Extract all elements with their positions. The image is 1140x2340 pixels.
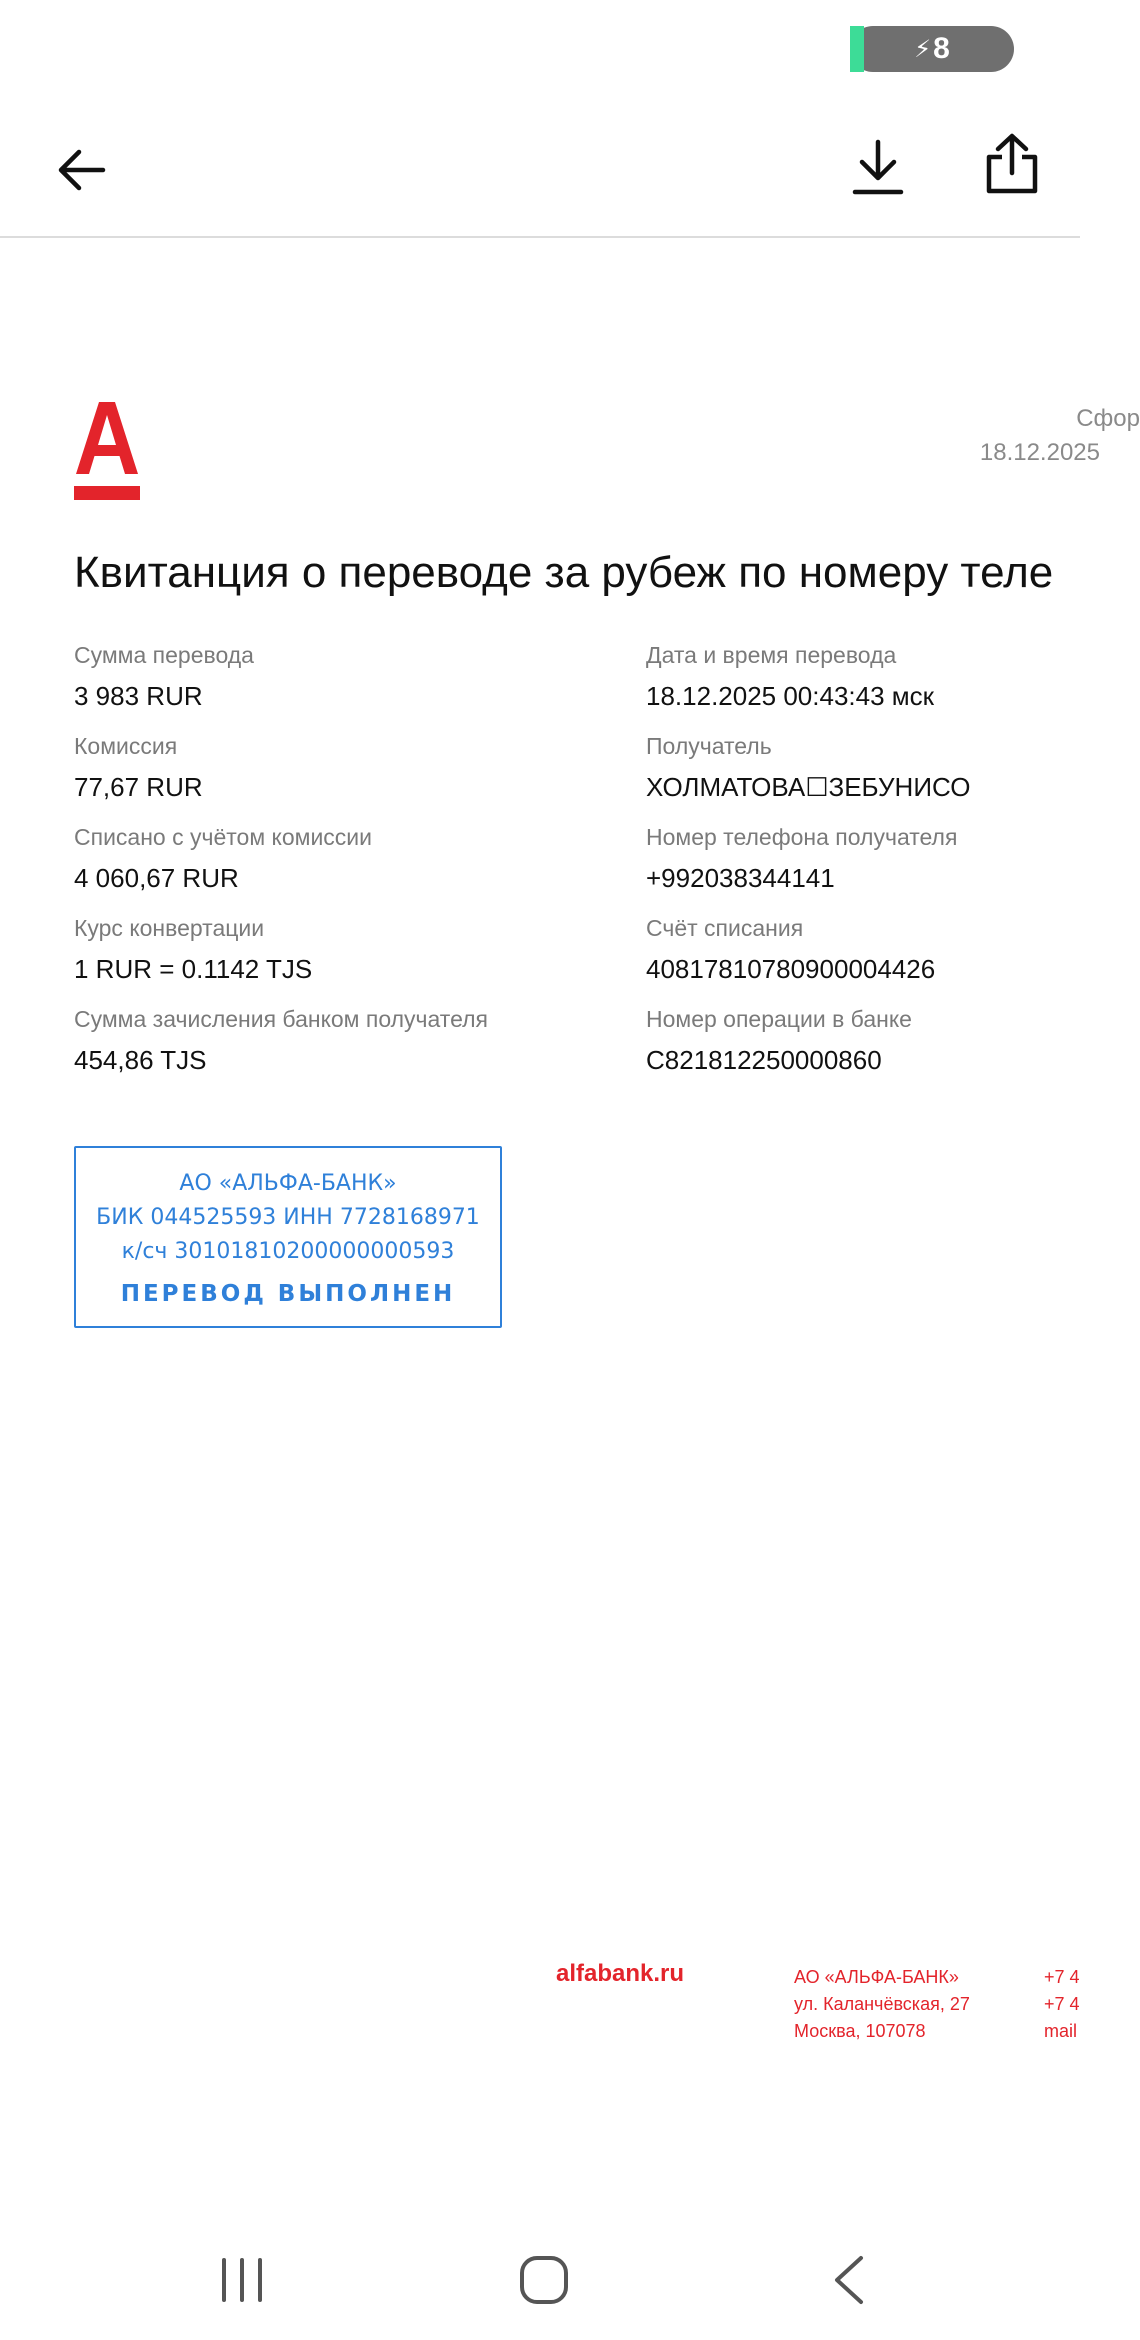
back-chevron-icon xyxy=(831,2255,865,2305)
field-value: 454,86 TJS xyxy=(74,1045,207,1075)
field-label: Номер операции в банке xyxy=(646,1006,912,1032)
arrow-left-icon xyxy=(55,148,105,192)
share-button[interactable] xyxy=(972,124,1052,204)
field-label: Сумма зачисления банком получателя xyxy=(74,1006,488,1032)
stamp-bik-inn: БИК 044525593 ИНН 7728168971 xyxy=(96,1205,480,1230)
field-commission xyxy=(74,731,203,805)
recents-button[interactable] xyxy=(192,2240,292,2320)
field-value: +992038344141 xyxy=(646,863,835,893)
system-back-button[interactable] xyxy=(798,2240,898,2320)
alfa-bank-logo xyxy=(74,400,140,505)
stamp-bank-name: АО «АЛЬФА-БАНК» xyxy=(179,1171,397,1196)
footer-address-line: Москва, 107078 xyxy=(794,2021,926,2041)
field-label: Комиссия xyxy=(74,733,178,759)
field-value: ХОЛМАТОВА☐ЗЕБУНИСО xyxy=(646,772,971,802)
charging-bolt-icon: ⚡ xyxy=(914,35,932,63)
field-value: 40817810780900004426 xyxy=(646,954,936,984)
field-label: Дата и время перевода xyxy=(646,642,897,668)
field-label: Сумма перевода xyxy=(74,642,254,668)
field-transfer-datetime xyxy=(646,640,934,714)
home-icon xyxy=(519,2255,569,2305)
stamp-corr-account: к/сч 30101810200000000593 xyxy=(121,1239,455,1264)
download-button[interactable] xyxy=(838,128,918,208)
field-exchange-rate xyxy=(74,913,312,987)
footer-contact-line: +7 4 xyxy=(1044,1967,1080,1987)
alfa-bank-logo-icon xyxy=(74,400,140,500)
back-button[interactable] xyxy=(40,130,120,210)
field-label: Получатель xyxy=(646,733,772,759)
bank-stamp xyxy=(74,1146,502,1328)
field-value: 77,67 RUR xyxy=(74,772,203,802)
battery-percent: 8 xyxy=(933,32,950,65)
field-label: Счёт списания xyxy=(646,915,804,941)
formed-info xyxy=(979,402,1140,470)
field-credited-amount xyxy=(74,1004,488,1078)
footer-address-line: ул. Каланчёвская, 27 xyxy=(794,1994,970,2014)
system-nav-bar xyxy=(0,2220,1080,2340)
field-label: Номер телефона получателя xyxy=(646,824,958,850)
download-icon xyxy=(852,140,904,196)
field-value: 3 983 RUR xyxy=(74,681,203,711)
footer-contact-line: +7 4 xyxy=(1044,1994,1080,2014)
formed-date: 18.12.2025 xyxy=(979,439,1100,466)
field-recipient-phone xyxy=(646,822,957,896)
field-label: Списано с учётом комиссии xyxy=(74,824,372,850)
field-value: 4 060,67 RUR xyxy=(74,863,239,893)
document-title: Квитанция о переводе за рубеж по номеру теле xyxy=(74,548,1054,597)
footer-address-line: АО «АЛЬФА-БАНК» xyxy=(794,1967,959,1987)
share-icon xyxy=(985,133,1039,195)
field-value: 1 RUR = 0.1142 TJS xyxy=(74,954,313,984)
field-recipient xyxy=(646,731,970,805)
battery-indicator xyxy=(850,26,1014,72)
formed-label: Сфор xyxy=(1076,405,1140,432)
footer-contact-line: mail xyxy=(1044,2021,1078,2041)
footer-address xyxy=(794,1964,970,2045)
field-value: C821812250000860 xyxy=(646,1045,882,1075)
recents-icon xyxy=(217,2258,267,2302)
footer-website: alfabank.ru xyxy=(556,1960,685,1987)
field-transfer-amount xyxy=(74,640,254,714)
field-value: 18.12.2025 00:43:43 мск xyxy=(646,681,935,711)
top-app-bar xyxy=(0,110,1080,238)
footer-contacts xyxy=(1044,1964,1080,2045)
field-debited-total xyxy=(74,822,372,896)
home-button[interactable] xyxy=(494,2240,594,2320)
field-label: Курс конвертации xyxy=(74,915,265,941)
field-operation-number xyxy=(646,1004,912,1078)
stamp-status: ПЕРЕВОД ВЫПОЛНЕН xyxy=(120,1281,456,1307)
field-debit-account xyxy=(646,913,935,987)
